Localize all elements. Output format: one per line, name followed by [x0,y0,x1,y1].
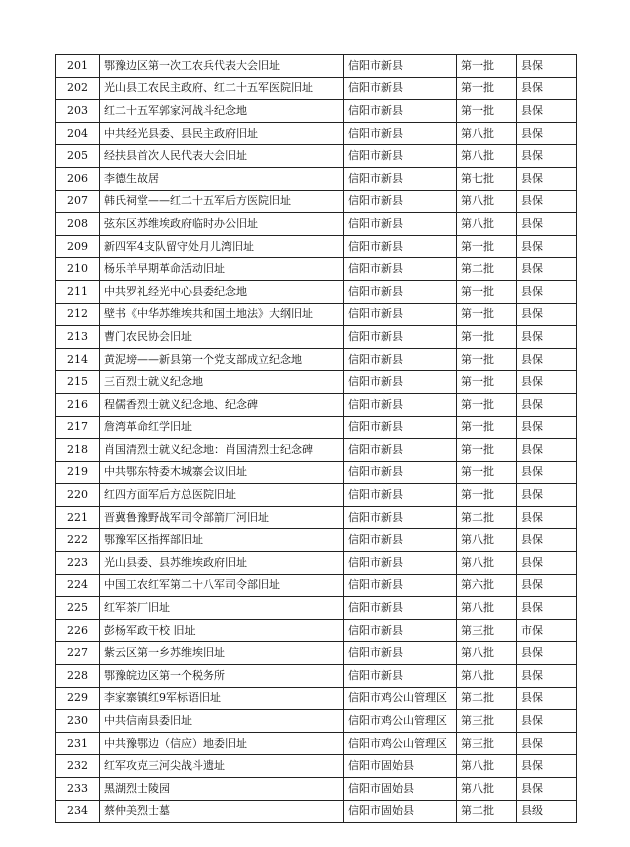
batch-cell: 第八批 [457,145,517,168]
site-name-cell: 红军茶厂旧址 [100,597,344,620]
serial-number-cell: 212 [56,303,100,326]
location-cell: 信阳市鸡公山管理区 [344,732,457,755]
serial-number-cell: 228 [56,665,100,688]
batch-cell: 第八批 [457,122,517,145]
location-cell: 信阳市新县 [344,100,457,123]
protection-level-cell: 县保 [517,597,577,620]
batch-cell: 第三批 [457,732,517,755]
table-row [56,303,577,326]
serial-number-cell: 203 [56,100,100,123]
batch-cell: 第二批 [457,506,517,529]
batch-cell: 第一批 [457,77,517,100]
protection-level-cell: 县保 [517,326,577,349]
table-row [56,326,577,349]
site-name-cell: 红二十五军郭家河战斗纪念地 [100,100,344,123]
location-cell: 信阳市新县 [344,258,457,281]
table-row [56,732,577,755]
site-name-cell: 经扶县首次人民代表大会旧址 [100,145,344,168]
table-row [56,619,577,642]
site-name-cell: 红四方面军后方总医院旧址 [100,484,344,507]
site-name-cell: 李家寨镇红9军标语旧址 [100,687,344,710]
protection-level-cell: 县保 [517,77,577,100]
serial-number-cell: 210 [56,258,100,281]
table-row [56,687,577,710]
site-name-cell: 彭杨军政干校 旧址 [100,619,344,642]
location-cell: 信阳市新县 [344,642,457,665]
serial-number-cell: 233 [56,778,100,801]
protection-level-cell: 县保 [517,552,577,575]
batch-cell: 第三批 [457,619,517,642]
location-cell: 信阳市固始县 [344,755,457,778]
batch-cell: 第一批 [457,100,517,123]
batch-cell: 第八批 [457,642,517,665]
site-name-cell: 曹门农民协会旧址 [100,326,344,349]
location-cell: 信阳市新县 [344,326,457,349]
location-cell: 信阳市新县 [344,190,457,213]
protection-level-cell: 县保 [517,190,577,213]
batch-cell: 第一批 [457,439,517,462]
batch-cell: 第八批 [457,529,517,552]
serial-number-cell: 230 [56,710,100,733]
site-name-cell: 中共经光县委、县民主政府旧址 [100,122,344,145]
table-row [56,778,577,801]
table-row [56,642,577,665]
protection-level-cell: 县保 [517,122,577,145]
location-cell: 信阳市新县 [344,348,457,371]
site-name-cell: 壁书《中华苏维埃共和国土地法》大纲旧址 [100,303,344,326]
location-cell: 信阳市鸡公山管理区 [344,687,457,710]
protection-level-cell: 县级 [517,800,577,823]
site-name-cell: 中共罗礼经光中心县委纪念地 [100,280,344,303]
protection-level-cell: 县保 [517,145,577,168]
protection-level-cell: 县保 [517,439,577,462]
location-cell: 信阳市新县 [344,597,457,620]
protection-level-cell: 县保 [517,484,577,507]
site-name-cell: 红军攻克三河尖战斗遗址 [100,755,344,778]
batch-cell: 第一批 [457,326,517,349]
serial-number-cell: 214 [56,348,100,371]
serial-number-cell: 220 [56,484,100,507]
protection-level-cell: 县保 [517,167,577,190]
location-cell: 信阳市新县 [344,167,457,190]
location-cell: 信阳市新县 [344,506,457,529]
batch-cell: 第一批 [457,55,517,78]
serial-number-cell: 209 [56,235,100,258]
batch-cell: 第七批 [457,167,517,190]
location-cell: 信阳市新县 [344,574,457,597]
table-row [56,213,577,236]
serial-number-cell: 207 [56,190,100,213]
serial-number-cell: 216 [56,393,100,416]
serial-number-cell: 208 [56,213,100,236]
serial-number-cell: 221 [56,506,100,529]
site-name-cell: 光山县委、县苏维埃政府旧址 [100,552,344,575]
protection-level-cell: 县保 [517,687,577,710]
location-cell: 信阳市鸡公山管理区 [344,710,457,733]
table-row [56,710,577,733]
protection-level-cell: 县保 [517,371,577,394]
protection-level-cell: 县保 [517,778,577,801]
protection-level-cell: 县保 [517,529,577,552]
table-row [56,348,577,371]
batch-cell: 第一批 [457,416,517,439]
serial-number-cell: 222 [56,529,100,552]
batch-cell: 第一批 [457,235,517,258]
batch-cell: 第一批 [457,393,517,416]
batch-cell: 第八批 [457,552,517,575]
table-row [56,235,577,258]
batch-cell: 第二批 [457,258,517,281]
protection-level-cell: 县保 [517,348,577,371]
table-row [56,190,577,213]
batch-cell: 第八批 [457,778,517,801]
location-cell: 信阳市新县 [344,393,457,416]
site-name-cell: 中共信南县委旧址 [100,710,344,733]
site-name-cell: 蔡仲美烈士墓 [100,800,344,823]
serial-number-cell: 204 [56,122,100,145]
location-cell: 信阳市新县 [344,213,457,236]
table-row [56,574,577,597]
batch-cell: 第一批 [457,461,517,484]
table-row [56,416,577,439]
batch-cell: 第三批 [457,710,517,733]
location-cell: 信阳市新县 [344,529,457,552]
protection-level-cell: 县保 [517,732,577,755]
location-cell: 信阳市固始县 [344,778,457,801]
location-cell: 信阳市新县 [344,461,457,484]
location-cell: 信阳市新县 [344,303,457,326]
site-name-cell: 光山县工农民主政府、红二十五军医院旧址 [100,77,344,100]
table-row [56,755,577,778]
table-row [56,484,577,507]
location-cell: 信阳市新县 [344,552,457,575]
site-name-cell: 程儒香烈士就义纪念地、纪念碑 [100,393,344,416]
serial-number-cell: 211 [56,280,100,303]
location-cell: 信阳市新县 [344,665,457,688]
protection-level-cell: 县保 [517,303,577,326]
location-cell: 信阳市新县 [344,77,457,100]
batch-cell: 第一批 [457,303,517,326]
serial-number-cell: 215 [56,371,100,394]
serial-number-cell: 217 [56,416,100,439]
batch-cell: 第八批 [457,755,517,778]
site-name-cell: 詹湾革命红学旧址 [100,416,344,439]
protection-level-cell: 县保 [517,258,577,281]
serial-number-cell: 201 [56,55,100,78]
table-row [56,145,577,168]
batch-cell: 第八批 [457,665,517,688]
site-name-cell: 三百烈士就义纪念地 [100,371,344,394]
serial-number-cell: 225 [56,597,100,620]
site-name-cell: 弦东区苏维埃政府临时办公旧址 [100,213,344,236]
table-row [56,506,577,529]
site-name-cell: 中共豫鄂边（信应）地委旧址 [100,732,344,755]
protection-level-cell: 县保 [517,100,577,123]
site-name-cell: 韩氏祠堂——红二十五军后方医院旧址 [100,190,344,213]
batch-cell: 第一批 [457,484,517,507]
table-row [56,552,577,575]
site-name-cell: 李德生故居 [100,167,344,190]
protection-level-cell: 县保 [517,506,577,529]
protection-level-cell: 县保 [517,710,577,733]
site-name-cell: 鄂豫边区第一次工农兵代表大会旧址 [100,55,344,78]
batch-cell: 第一批 [457,280,517,303]
protection-level-cell: 县保 [517,55,577,78]
serial-number-cell: 226 [56,619,100,642]
table-row [56,167,577,190]
table-row [56,393,577,416]
site-name-cell: 鄂豫皖边区第一个税务所 [100,665,344,688]
protection-level-cell: 县保 [517,393,577,416]
serial-number-cell: 218 [56,439,100,462]
batch-cell: 第八批 [457,597,517,620]
serial-number-cell: 231 [56,732,100,755]
location-cell: 信阳市新县 [344,416,457,439]
serial-number-cell: 232 [56,755,100,778]
serial-number-cell: 205 [56,145,100,168]
table-row [56,597,577,620]
site-name-cell: 新四军4支队留守处月儿湾旧址 [100,235,344,258]
location-cell: 信阳市新县 [344,235,457,258]
protection-level-cell: 县保 [517,642,577,665]
batch-cell: 第八批 [457,190,517,213]
table-row [56,371,577,394]
batch-cell: 第二批 [457,687,517,710]
table-row [56,55,577,78]
serial-number-cell: 227 [56,642,100,665]
batch-cell: 第二批 [457,800,517,823]
location-cell: 信阳市新县 [344,145,457,168]
site-name-cell: 中国工农红军第二十八军司令部旧址 [100,574,344,597]
serial-number-cell: 219 [56,461,100,484]
table-row [56,122,577,145]
serial-number-cell: 202 [56,77,100,100]
location-cell: 信阳市新县 [344,619,457,642]
protection-level-cell: 县保 [517,755,577,778]
location-cell: 信阳市新县 [344,122,457,145]
protection-level-cell: 县保 [517,280,577,303]
serial-number-cell: 206 [56,167,100,190]
location-cell: 信阳市固始县 [344,800,457,823]
protection-level-cell: 市保 [517,619,577,642]
location-cell: 信阳市新县 [344,371,457,394]
heritage-sites-table [55,54,577,823]
batch-cell: 第一批 [457,371,517,394]
site-name-cell: 肖国清烈士就义纪念地：肖国清烈士纪念碑 [100,439,344,462]
site-name-cell: 杨乐羊早期革命活动旧址 [100,258,344,281]
table-row [56,439,577,462]
serial-number-cell: 223 [56,552,100,575]
site-name-cell: 紫云区第一乡苏维埃旧址 [100,642,344,665]
site-name-cell: 黄泥塝——新县第一个党支部成立纪念地 [100,348,344,371]
protection-level-cell: 县保 [517,461,577,484]
batch-cell: 第六批 [457,574,517,597]
table-body [56,55,577,823]
location-cell: 信阳市新县 [344,484,457,507]
table-row [56,77,577,100]
site-name-cell: 晋冀鲁豫野战军司令部箭厂河旧址 [100,506,344,529]
batch-cell: 第八批 [457,213,517,236]
table-row [56,258,577,281]
site-name-cell: 黑湖烈士陵园 [100,778,344,801]
protection-level-cell: 县保 [517,416,577,439]
table-row [56,461,577,484]
location-cell: 信阳市新县 [344,55,457,78]
protection-level-cell: 县保 [517,213,577,236]
serial-number-cell: 213 [56,326,100,349]
protection-level-cell: 县保 [517,665,577,688]
site-name-cell: 中共鄂东特委木城寨会议旧址 [100,461,344,484]
serial-number-cell: 229 [56,687,100,710]
location-cell: 信阳市新县 [344,439,457,462]
serial-number-cell: 234 [56,800,100,823]
table-row [56,800,577,823]
table-row [56,665,577,688]
table-row [56,100,577,123]
table-row [56,529,577,552]
serial-number-cell: 224 [56,574,100,597]
batch-cell: 第一批 [457,348,517,371]
site-name-cell: 鄂豫军区指挥部旧址 [100,529,344,552]
location-cell: 信阳市新县 [344,280,457,303]
table-row [56,280,577,303]
protection-level-cell: 县保 [517,574,577,597]
protection-level-cell: 县保 [517,235,577,258]
